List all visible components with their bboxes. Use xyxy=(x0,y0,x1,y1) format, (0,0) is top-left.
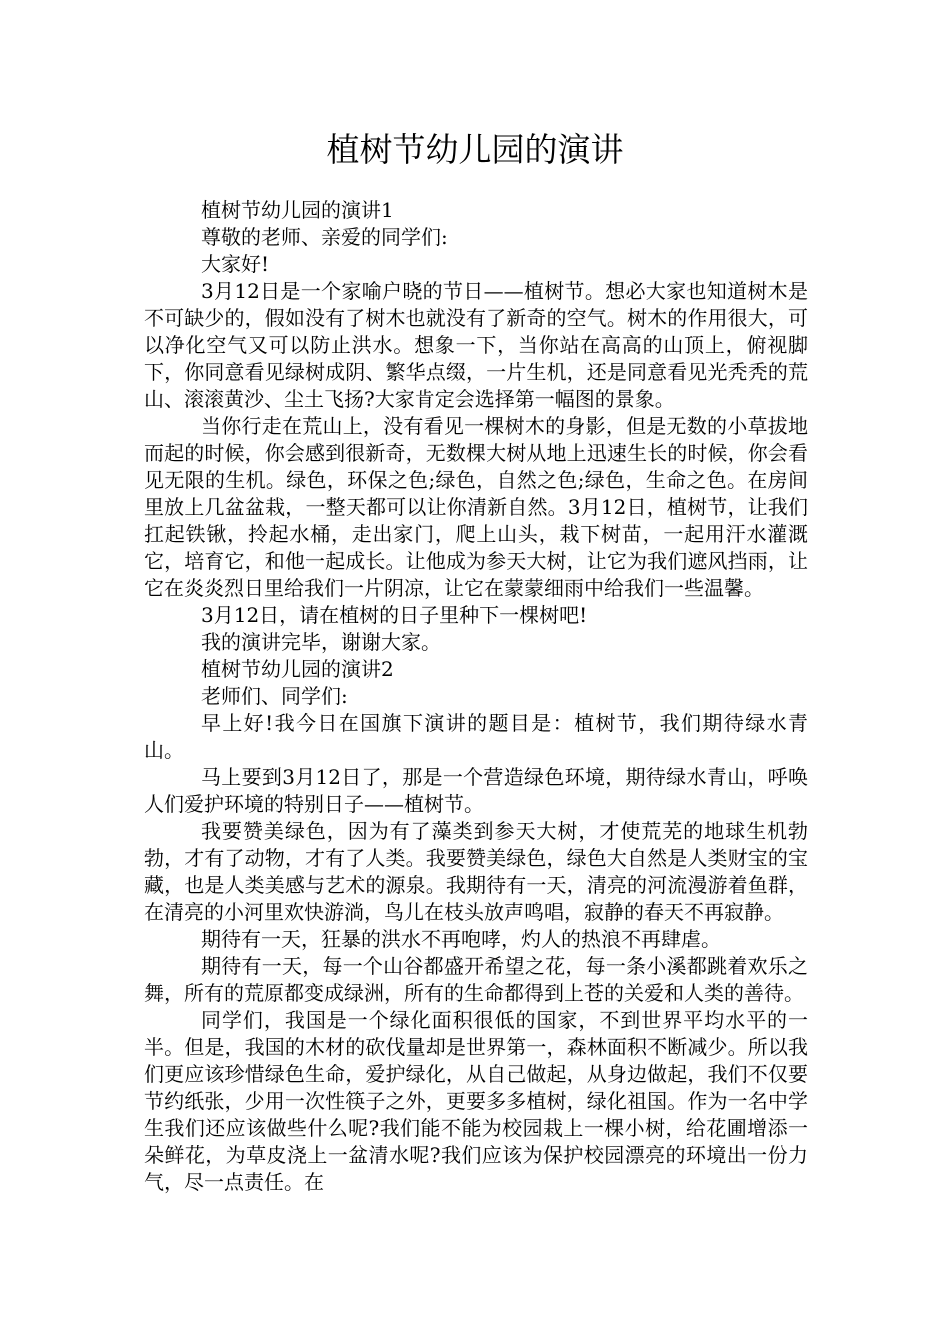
paragraph: 老师们、同学们: xyxy=(201,684,348,708)
paragraph: 期待有一天，狂暴的洪水不再咆哮，灼人的热浪不再肆虐。 xyxy=(201,927,721,951)
paragraph: 同学们，我国是一个绿化面积很低的国家，不到世界平均水平的一半。但是，我国的木材的砍伐量却是世界第一，森林面积不断减少。所以我们更应该珍惜绿色生命，爱护绿化，从自己做起，从身边做起，我们不仅要节约纸张，少用一次性筷子之外，更要多多植树，绿化祖国。作为一名中学生我们还应该做些什么呢?我们能不能为校园栽上一棵小树，给花圃增添一朵鲜花，为草皮浇上一盆清水呢?我们应该为保护校园漂亮的环境出一份力气，尽一点责任。在 xyxy=(144,1008,808,1194)
paragraph: 大家好! xyxy=(201,252,270,276)
document-body xyxy=(144,197,808,1196)
paragraph: 我要赞美绿色，因为有了藻类到参天大树，才使荒芜的地球生机勃勃，才有了动物，才有了人类。我要赞美绿色，绿色大自然是人类财宝的宝藏，也是人类美感与艺术的源泉。我期待有一天，清亮的河流漫游着鱼群，在清亮的小河里欢快游淌，鸟儿在枝头放声鸣唱，寂静的春天不再寂静。 xyxy=(144,819,808,924)
paragraph: 期待有一天，每一个山谷都盛开希望之花，每一条小溪都跳着欢乐之舞，所有的荒原都变成绿洲，所有的生命都得到上苍的关爱和人类的善待。 xyxy=(144,954,808,1005)
paragraph: 植树节幼儿园的演讲1 xyxy=(201,198,394,222)
paragraph: 当你行走在荒山上，没有看见一棵树木的身影，但是无数的小草拔地而起的时候，你会感到很新奇，无数棵大树从地上迅速生长的时候，你会看见无限的生机。绿色，环保之色;绿色，自然之色;绿色，生命之色。在房间里放上几盆盆栽，一整天都可以让你清新自然。3月12日，植树节，让我们扛起铁锹，拎起水桶，走出家门，爬上山头，栽下树苗，一起用汗水灌溉它，培育它，和他一起成长。让他成为参天大树，让它为我们遮风挡雨，让它在炎炎烈日里给我们一片阴凉，让它在蒙蒙细雨中给我们一些温馨。 xyxy=(144,414,808,600)
paragraph: 尊敬的老师、亲爱的同学们: xyxy=(201,225,448,249)
paragraph: 植树节幼儿园的演讲2 xyxy=(201,657,394,681)
paragraph: 3月12日是一个家喻户晓的节日——植树节。想必大家也知道树木是不可缺少的，假如没有了树木也就没有了新奇的空气。树木的作用很大，可以净化空气又可以防止洪水。想象一下，当你站在高高的山顶上，俯视脚下，你同意看见绿树成阴、繁华点缀，一片生机，还是同意看见光秃秃的荒山、滚滚黄沙、尘土飞扬?大家肯定会选择第一幅图的景象。 xyxy=(144,279,808,411)
paragraph: 马上要到3月12日了，那是一个营造绿色环境，期待绿水青山，呼唤人们爱护环境的特别日子——植树节。 xyxy=(144,765,808,816)
document-title: 植树节幼儿园的演讲 xyxy=(326,130,624,169)
paragraph: 早上好!我今日在国旗下演讲的题目是：植树节，我们期待绿水青山。 xyxy=(144,711,808,762)
paragraph: 3月12日，请在植树的日子里种下一棵树吧! xyxy=(201,603,588,627)
paragraph: 我的演讲完毕，谢谢大家。 xyxy=(201,630,441,654)
